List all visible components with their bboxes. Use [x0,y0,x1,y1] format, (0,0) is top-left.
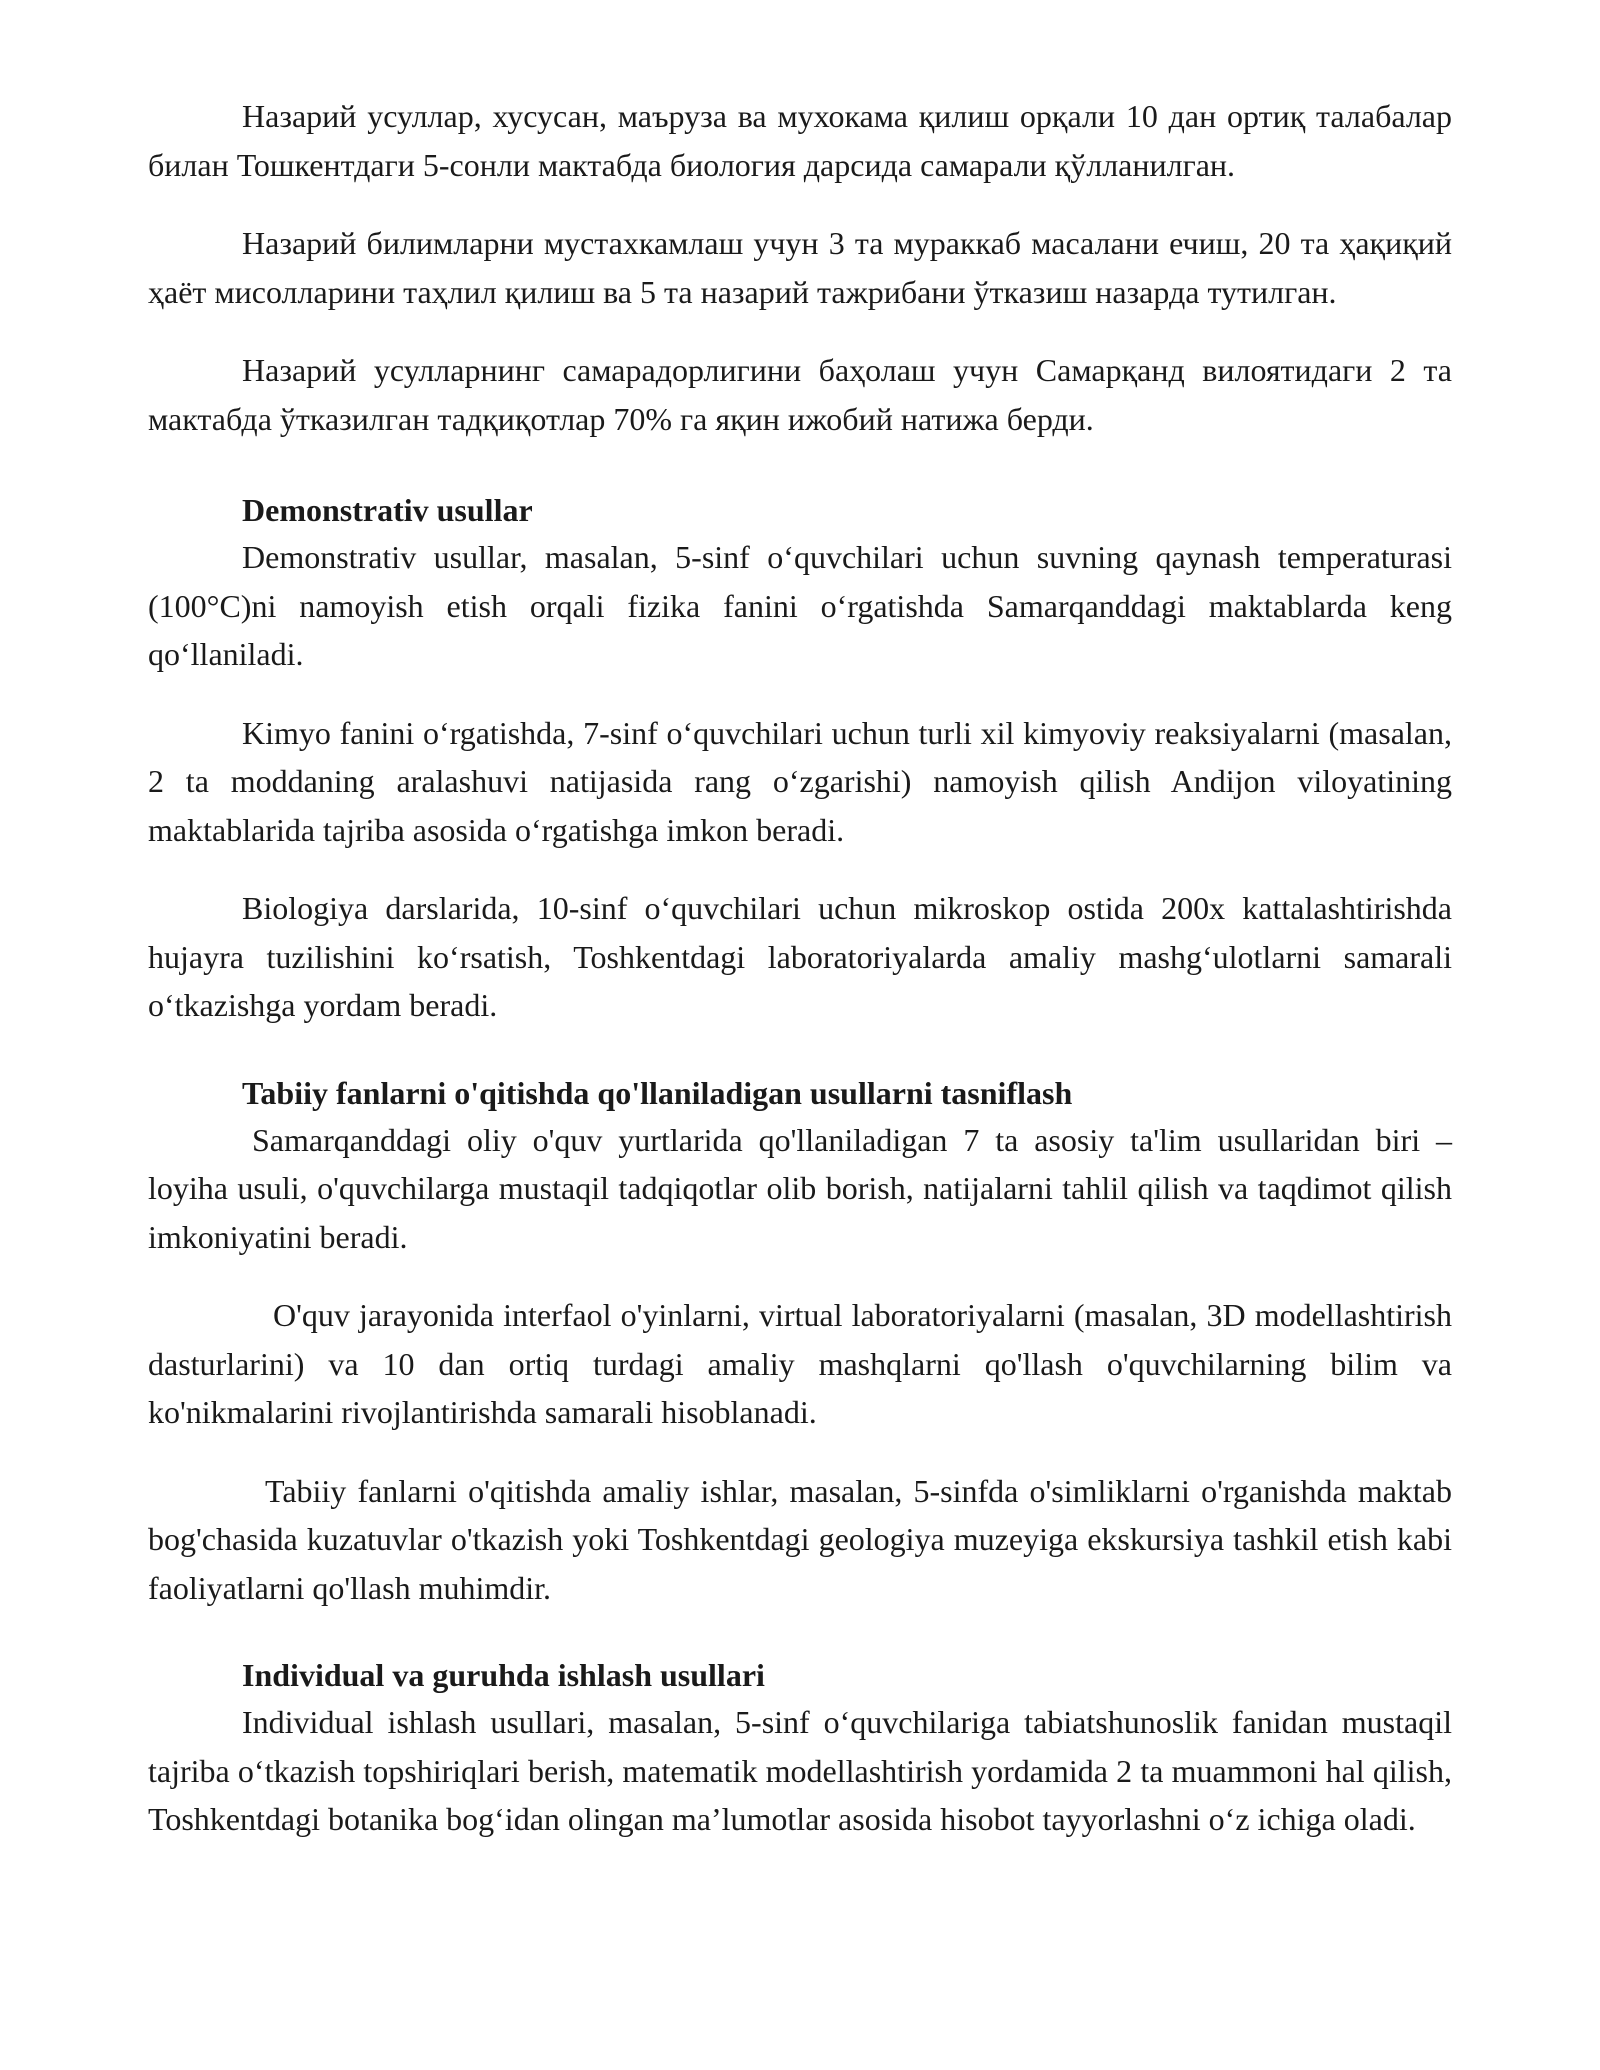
paragraph-practical-work: Tabiiy fanlarni o'qitishda amaliy ishlar, masalan, 5-sinfda o'simliklarni o'rganishda maktab bog'chasida kuzatuvlar o'tkazish yoki Toshkentdagi geologiya muzeyiga ekskursiya tashkil etish kabi faoliyatlarni qo'llash muhimdir. [148,1472,1452,1606]
heading-demonstrativ-usullar: Demonstrativ usullar [242,492,533,528]
paragraph-interactive-games: O'quv jarayonida interfaol o'yinlarni, virtual laboratoriyalarni (masalan, 3D modellashtirish dasturlarini) va 10 dan ortiq turdagi amaliy mashqlarni qo'llash o'quvchilarning bilim va ko'nikmalarini rivojlantirishda samarali hisoblanadi. [148,1297,1452,1430]
paragraph-project-method: Samarqanddagi oliy o'quv yurtlarida qo'llaniladigan 7 ta asosiy ta'lim usullaridan biri – loyiha usuli, o'quvchilarga mustaqil tadqiqotlar olib borish, natijalarni tahlil qilish va taqdimot qilish imkoniyatini beradi. [148,1121,1452,1255]
document-page [148,92,1452,1874]
paragraph-theoretical-methods: Назарий усуллар, хусусан, маърузa ва мухокама қилиш орқали 10 дан ортиқ талабалар билан Тошкентдаги 5-сонли мактабда биология дарсида самарали қўлланилган. [148,98,1452,183]
paragraph-individual-methods: Individual ishlash usullari, masalan, 5-sinf oʻquvchilariga tabiatshunoslik fanidan mustaqil tajriba oʻtkazish topshiriqlari berish, matematik modellashtirish yordamida 2 ta muammoni hal qilish, Toshkentdagi botanika bogʻidan olingan maʼlumotlar asosida hisobot tayyorlashni oʻz ichiga oladi. [148,1704,1452,1837]
paragraph-demonstrativ-chemistry: Kimyo fanini oʻrgatishda, 7-sinf oʻquvchilari uchun turli xil kimyoviy reaksiyalarni (masalan, 2 ta moddaning aralashuvi natijasida rang oʻzgarishi) namoyish qilish Andijon viloyatining maktablarida tajriba asosida oʻrgatishga imkon beradi. [148,714,1452,848]
paragraph-theoretical-efficiency: Назарий усулларнинг самарадорлигини баҳолаш учун Самарқанд вилоятидаги 2 та мактабда ўтказилган тадқиқотлар 70% га яқин ижобий натижа берди. [148,352,1452,437]
paragraph-demonstrativ-physics: Demonstrativ usullar, masalan, 5-sinf oʻquvchilari uchun suvning qaynash temperaturasi (100°C)ni namoyish etish orqali fizika fanini oʻrgatishda Samarqanddagi maktablarda keng qoʻllaniladi. [148,539,1452,672]
paragraph-theoretical-knowledge: Назарий билимларни мустахкамлаш учун 3 та мураккаб масалани ечиш, 20 та ҳақиқий ҳаёт мисолларини таҳлил қилиш ва 5 та назарий тажрибани ўтказиш назарда тутилган. [148,225,1452,310]
heading-classification: Tabiiy fanlarni o'qitishda qo'llaniladigan usullarni tasniflash [242,1074,1073,1111]
heading-individual-group: Individual va guruhda ishlash usullari [242,1657,765,1693]
paragraph-demonstrativ-biology: Biologiya darslarida, 10-sinf oʻquvchilari uchun mikroskop ostida 200x kattalashtirishda hujayra tuzilishini koʻrsatish, Toshkentdagi laboratoriyalarda amaliy mashgʻulotlarni samarali oʻtkazishga yordam beradi. [148,890,1452,1023]
